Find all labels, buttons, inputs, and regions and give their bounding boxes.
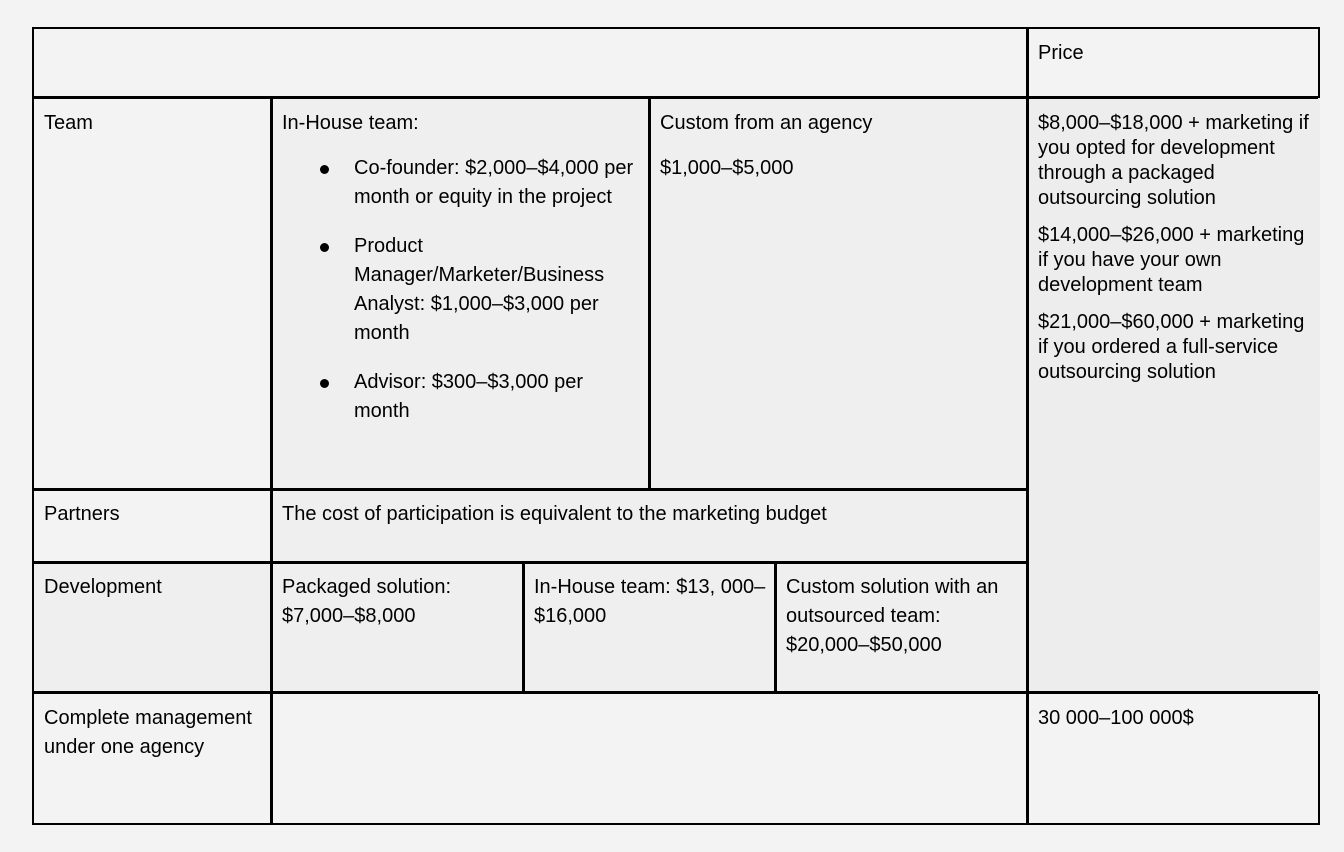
team-label: Team [44, 112, 93, 134]
row-divider [34, 96, 1318, 99]
team-label-cell [44, 109, 264, 138]
development-custom: Custom solution with an outsourced team: $20,000–$50,000 [786, 576, 999, 656]
column-divider [1026, 29, 1029, 823]
complete-label-cell [44, 704, 254, 762]
partners-label-cell [44, 500, 264, 529]
development-label-cell [44, 573, 264, 602]
development-packaged-cell [282, 573, 514, 631]
list-item [282, 154, 642, 212]
list-item [282, 232, 642, 348]
price-header [1038, 39, 1308, 68]
column-divider [774, 561, 777, 693]
complete-label: Complete management under one agency [44, 707, 252, 758]
team-inhouse-item: Advisor: $300–$3,000 per month [354, 371, 584, 422]
price-options-cell [1038, 111, 1312, 397]
column-divider [522, 561, 525, 693]
partners-label: Partners [44, 503, 120, 525]
team-agency-cell [660, 109, 1020, 183]
team-agency-value: $1,000–$5,000 [660, 157, 794, 179]
partners-text-cell [282, 500, 1022, 529]
row-divider [34, 691, 1318, 694]
team-inhouse-list [282, 154, 642, 426]
team-inhouse-cell [282, 109, 642, 446]
price-option: $21,000–$60,000 + marketing if you ordered a full-service outsourcing solution [1038, 311, 1305, 383]
bullet-icon [320, 165, 329, 174]
price-option: $8,000–$18,000 + marketing if you opted for development through a packaged outsourcing solution [1038, 112, 1309, 209]
column-divider [648, 96, 651, 490]
development-custom-cell [786, 573, 1022, 660]
development-label: Development [44, 576, 162, 598]
row-divider [34, 488, 1028, 491]
team-inhouse-title: In-House team: [282, 112, 419, 134]
price-option: $14,000–$26,000 + marketing if you have your own development team [1038, 224, 1305, 296]
bullet-icon [320, 379, 329, 388]
development-packaged: Packaged solution: $7,000–$8,000 [282, 576, 452, 627]
price-header-label: Price [1038, 42, 1084, 64]
list-item [282, 368, 642, 426]
complete-price: 30 000–100 000$ [1038, 707, 1194, 729]
partners-text: The cost of participation is equivalent to the marketing budget [282, 503, 827, 525]
team-inhouse-item: Product Manager/Marketer/Business Analyst: $1,000–$3,000 per month [354, 235, 605, 344]
pricing-table [32, 27, 1320, 825]
complete-price-cell [1038, 704, 1312, 733]
row-divider [34, 561, 1028, 564]
column-divider [270, 96, 273, 823]
bullet-icon [320, 243, 329, 252]
team-inhouse-item: Co-founder: $2,000–$4,000 per month or equity in the project [354, 157, 634, 208]
development-inhouse: In-House team: $13, 000–$16,000 [534, 576, 766, 627]
development-inhouse-cell [534, 573, 766, 631]
team-agency-title: Custom from an agency [660, 112, 873, 134]
